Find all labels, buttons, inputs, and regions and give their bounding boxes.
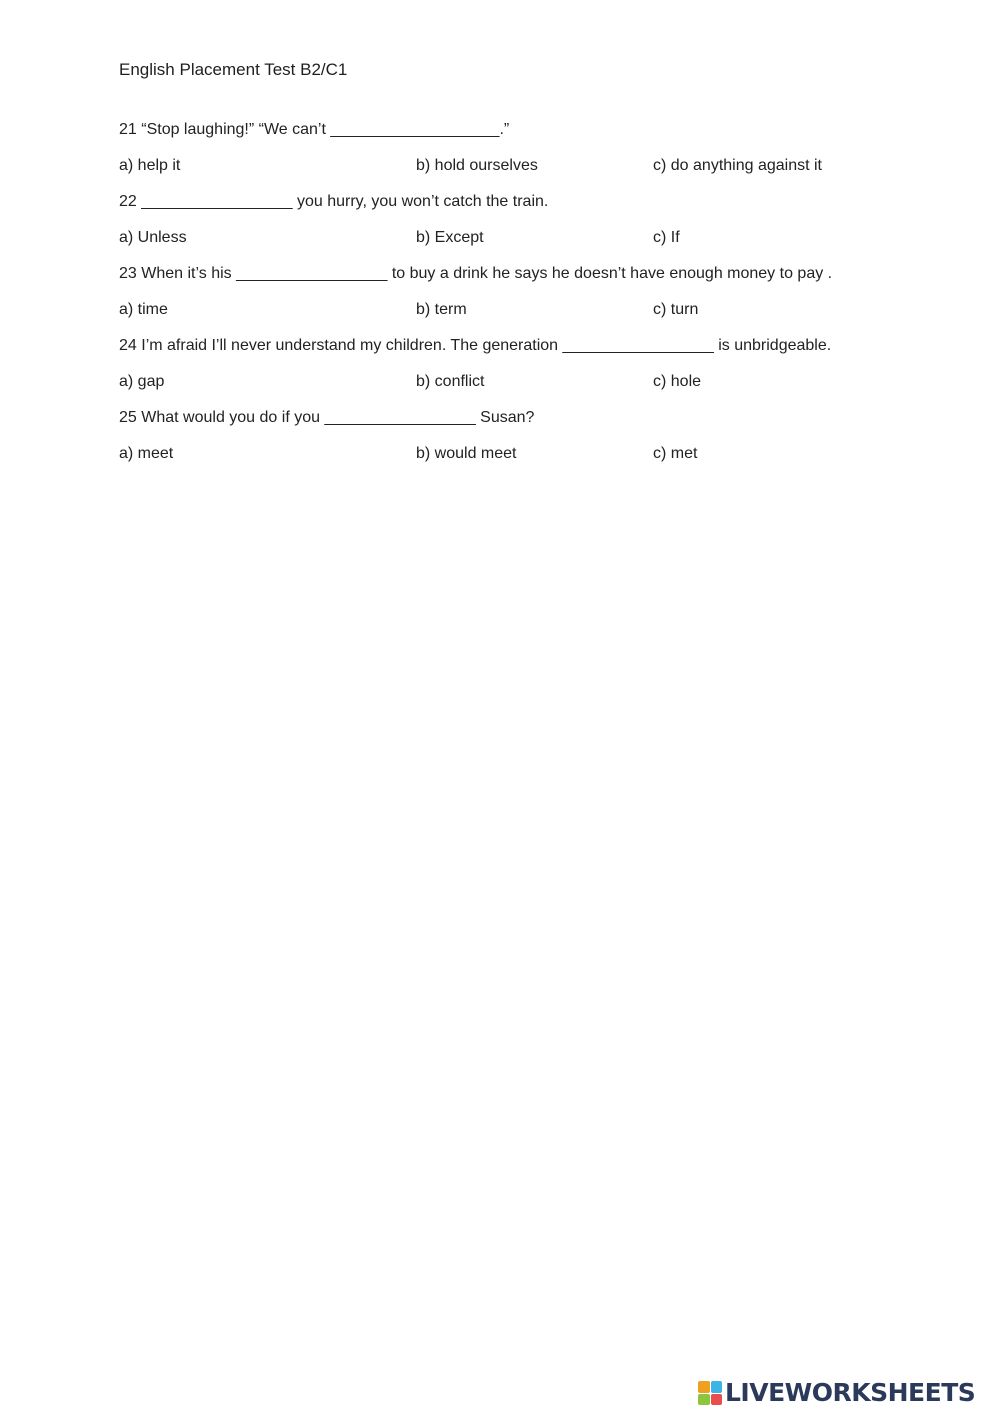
option-25a[interactable]: a) meet xyxy=(119,445,174,462)
option-24b[interactable]: b) conflict xyxy=(416,373,485,390)
watermark-text: LIVEWORKSHEETS xyxy=(725,1378,976,1407)
page-title: English Placement Test B2/C1 xyxy=(119,60,348,79)
option-25c[interactable]: c) met xyxy=(653,445,698,462)
option-21c[interactable]: c) do anything against it xyxy=(653,157,822,174)
question-23: 23 When it’s his _________________ to buy a drink he says he doesn’t have enough money to pay . xyxy=(119,265,833,282)
option-23b[interactable]: b) term xyxy=(416,301,467,318)
option-23c[interactable]: c) turn xyxy=(653,301,699,318)
logo-square xyxy=(698,1394,710,1406)
option-24a[interactable]: a) gap xyxy=(119,373,165,390)
liveworksheets-logo-icon xyxy=(698,1381,722,1405)
logo-square xyxy=(698,1381,710,1393)
question-22: 22 _________________ you hurry, you won’t catch the train. xyxy=(119,193,549,210)
option-22b[interactable]: b) Except xyxy=(416,229,484,246)
question-21: 21 “Stop laughing!” “We can’t ___________________.” xyxy=(119,121,510,138)
option-21a[interactable]: a) help it xyxy=(119,157,181,174)
option-22a[interactable]: a) Unless xyxy=(119,229,187,246)
liveworksheets-watermark xyxy=(698,1379,975,1407)
question-25: 25 What would you do if you _________________ Susan? xyxy=(119,409,535,426)
logo-square xyxy=(711,1381,723,1393)
option-23a[interactable]: a) time xyxy=(119,301,168,318)
option-21b[interactable]: b) hold ourselves xyxy=(416,157,538,174)
logo-square xyxy=(711,1394,723,1406)
option-22c[interactable]: c) If xyxy=(653,229,680,246)
question-24: 24 I’m afraid I’ll never understand my children. The generation _________________ is unbridgeable. xyxy=(119,337,832,354)
option-25b[interactable]: b) would meet xyxy=(416,445,517,462)
option-24c[interactable]: c) hole xyxy=(653,373,702,390)
